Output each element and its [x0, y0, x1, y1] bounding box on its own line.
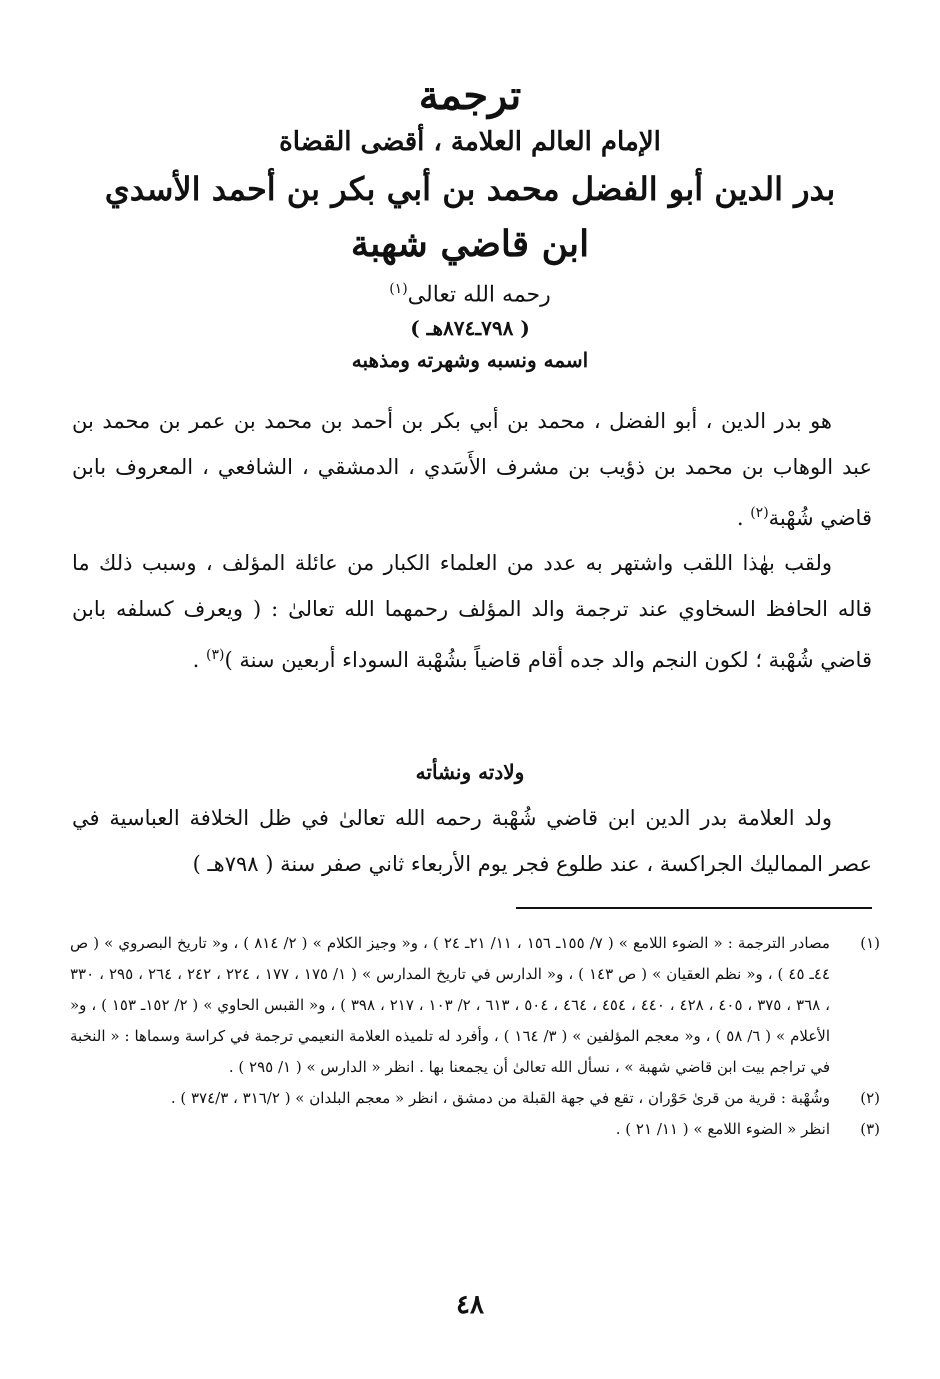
header-dates: ( ٧٩٨ـ٨٧٤هـ ) [410, 316, 530, 341]
paragraph-title-origin: ولقب بهٰذا اللقب واشتهر به عدد من العلماء الكبار من عائلة المؤلف ، وسبب ذلك ما قاله الحافظ السخاوي عند ترجمة والد المؤلف رحمهما الله تعالىٰ : ( ويعرف كسلفه بابن قاضي شُهْبة ؛ لكون النجم والد جده أقام قاضياً بشُهْبة السوداء أربعين سنة )$^{(٣)}$ . [72, 551, 872, 672]
footnote-item [70, 928, 880, 1083]
header-full-name: بدر الدين أبو الفضل محمد بن أبي بكر بن أحمد الأسدي [104, 170, 836, 208]
footnote-ref-2: (٢) [750, 505, 769, 521]
footnote-number: (٢) [860, 1089, 880, 1107]
section-heading-birth: ولادته ونشأته [415, 760, 525, 784]
header-honorific: الإمام العالم العلامة ، أقضى القضاة [279, 127, 661, 157]
footnotes [70, 928, 880, 1145]
footnote-text: مصادر الترجمة : « الضوء اللامع » ( ٧/ ١٥٥ـ ١٥٦ ، ١١/ ٢١ـ ٢٤ ) ، و« وجيز الكلام » ( ٢/ ٨١٤ ) ، و« تاريخ البصروي » ( ص ٤٤ـ ٤٥ ) ، و« نظم العقيان » ( ص ١٤٣ ) ، و« الدارس في تاريخ المدارس » ( ١/ ١٧٥ ، ١٧٧ ، ٢٢٤ ، ٢٤٢ ، ٢٦٤ ، ٢٩٥ ، ٣٣٠ ، ٣٦٨ ، ٣٧٥ ، ٤٠٥ ، ٤٢٨ ، ٤٤٠ ، ٤٥٤ ، ٤٦٤ ، ٥٠٤ ، ٦١٣ ، ٢/ ١٠٣ ، ٢١٧ ، ٣٩٨ ) ، و« القبس الحاوي » ( ٢/ ١٥٢ـ ١٥٣ ) ، و« الأعلام » ( ٦/ ٥٨ ) ، و« معجم المؤلفين » ( ٣/ ١٦٤ ) ، وأفرد له تلميذه العلامة النعيمي ترجمة في كراسة وسماها : « النخبة في تراجم بيت ابن قاضي شهبة » ، نسأل الله تعالىٰ أن يجمعنا بها . انظر « الدارس » ( ١/ ٢٩٥ ) . [70, 934, 831, 1076]
footnote-item [70, 1114, 880, 1145]
section-heading-name: اسمه ونسبه وشهرته ومذهبه [351, 348, 589, 373]
biography-header [0, 70, 940, 376]
paragraph-birth: ولد العلامة بدر الدين ابن قاضي شُهْبة رحمه الله تعالىٰ في ظل الخلافة العباسية في عصر المماليك الجراكسة ، عند طلوع فجر يوم الأربعاء ثاني صفر سنة ( ٧٩٨هـ ) [72, 806, 872, 876]
footnote-number: (١) [860, 934, 880, 952]
header-nickname: ابن قاضي شهبة [350, 223, 590, 265]
footnote-ref-1: (١) [389, 281, 408, 297]
paragraph-lineage: هو بدر الدين ، أبو الفضل ، محمد بن أبي بكر بن أحمد بن محمد بن عمر بن محمد بن عبد الوهاب بن محمد بن ذؤيب بن مشرف الأَسَدي ، الدمشقي ، الشافعي ، المعروف بابن قاضي شُهْبة$^{(٢)}$ . [72, 409, 872, 530]
footnote-number: (٣) [860, 1120, 880, 1138]
page-number: ٤٨ [456, 1290, 484, 1320]
footnote-text: انظر « الضوء اللامع » ( ١١/ ٢١ ) . [615, 1120, 830, 1138]
header-blessing: رحمه الله تعالى$^{(١)}$ [389, 281, 551, 308]
footnote-separator [516, 907, 872, 909]
footnote-text: وشُهْبة : قرية من قرىٰ حَوْران ، تقع في جهة القبلة من دمشق ، انظر « معجم البلدان » ( ٣١٦/٢ ، ٣٧٤/٣ ) . [170, 1089, 830, 1107]
header-title: ترجمة [418, 72, 522, 119]
footnote-ref-3: (٣) [205, 647, 225, 663]
footnote-item [70, 1083, 880, 1114]
